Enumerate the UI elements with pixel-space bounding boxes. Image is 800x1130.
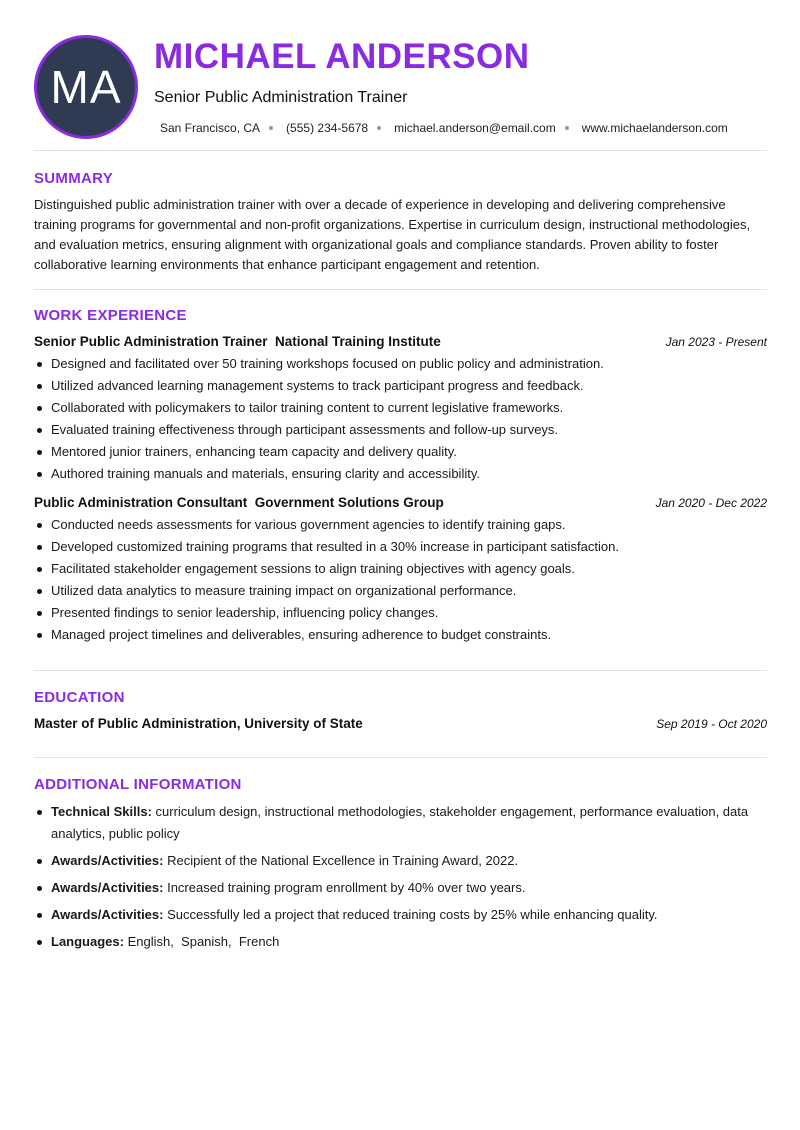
list-item	[51, 931, 767, 953]
list-item: Evaluated training effectiveness through participant assessments and follow-up surveys.	[51, 419, 767, 441]
section-heading-education: EDUCATION	[34, 689, 125, 706]
list-item	[51, 904, 767, 926]
job-date: Jan 2020 - Dec 2022	[655, 496, 767, 510]
separator-dot-icon	[377, 126, 381, 130]
education-section	[34, 671, 767, 731]
list-item: Utilized advanced learning management systems to track participant progress and feedback.	[51, 375, 767, 397]
list-item: Facilitated stakeholder engagement sessions to align training objectives with agency goals.	[51, 558, 767, 580]
job-entry	[34, 334, 767, 485]
contact-email[interactable]: michael.anderson@email.com	[394, 121, 556, 135]
candidate-title: Senior Public Administration Trainer	[154, 89, 408, 106]
job-role: Public Administration Consultant Government Solutions Group	[34, 495, 444, 510]
item-text: Successfully led a project that reduced training costs by 25% while enhancing quality.	[163, 907, 658, 922]
additional-section	[34, 758, 767, 953]
summary-text: Distinguished public administration trainer with over a decade of experience in developing and delivering comprehensive training programs for governmental and non-profit organizations. Expertise in curriculum design, instructional methodologies, and evaluation metrics, ensuring alignment with organizational goals and compliance standards. Proven ability to foster collaborative learning environments that enhance participant engagement and retention.	[34, 197, 751, 272]
list-item: Mentored junior trainers, enhancing team capacity and delivery quality.	[51, 441, 767, 463]
item-label: Awards/Activities:	[51, 853, 164, 868]
item-label: Languages:	[51, 934, 124, 949]
additional-list	[34, 801, 767, 953]
list-item: Designed and facilitated over 50 training workshops focused on public policy and administration.	[51, 353, 767, 375]
avatar	[34, 35, 138, 139]
item-text: Increased training program enrollment by 40% over two years.	[163, 880, 526, 895]
item-label: Awards/Activities:	[51, 880, 164, 895]
item-label: Awards/Activities:	[51, 907, 164, 922]
item-label: Technical Skills:	[51, 804, 152, 819]
list-item	[51, 850, 767, 872]
section-heading-additional: ADDITIONAL INFORMATION	[34, 776, 242, 793]
job-entry	[34, 495, 767, 646]
contact-phone: (555) 234-5678	[286, 121, 369, 135]
separator-dot-icon	[565, 126, 569, 130]
list-item: Presented findings to senior leadership, influencing policy changes.	[51, 602, 767, 624]
candidate-name: MICHAEL ANDERSON	[154, 37, 530, 76]
contact-website[interactable]: www.michaelanderson.com	[581, 121, 728, 135]
list-item	[51, 877, 767, 899]
section-heading-experience: WORK EXPERIENCE	[34, 307, 187, 324]
list-item: Authored training manuals and materials, ensuring clarity and accessibility.	[51, 463, 767, 485]
list-item: Developed customized training programs that resulted in a 30% increase in participant satisfaction.	[51, 536, 767, 558]
list-item: Conducted needs assessments for various government agencies to identify training gaps.	[51, 514, 767, 536]
contact-location: San Francisco, CA	[160, 121, 261, 135]
job-bullets	[34, 514, 767, 646]
summary-section	[34, 151, 767, 275]
contact-info	[160, 121, 728, 135]
item-text: English, Spanish, French	[123, 934, 280, 949]
section-heading-summary: SUMMARY	[34, 170, 114, 187]
avatar-initials: MA	[50, 61, 122, 113]
job-date: Jan 2023 - Present	[665, 335, 767, 349]
separator-dot-icon	[269, 126, 273, 130]
list-item	[51, 801, 767, 845]
education-date: Sep 2019 - Oct 2020	[656, 717, 767, 731]
education-degree: Master of Public Administration, University of State	[34, 716, 363, 731]
experience-section	[34, 290, 767, 646]
list-item: Managed project timelines and deliverables, ensuring adherence to budget constraints.	[51, 624, 767, 646]
job-role: Senior Public Administration Trainer National Training Institute	[34, 334, 441, 349]
job-bullets	[34, 353, 767, 485]
list-item: Utilized data analytics to measure training impact on organizational performance.	[51, 580, 767, 602]
item-text: curriculum design, instructional methodologies, stakeholder engagement, performance evaluation, data analytics, public policy	[51, 804, 749, 841]
list-item: Collaborated with policymakers to tailor training content to current legislative frameworks.	[51, 397, 767, 419]
resume-header	[34, 0, 767, 150]
item-text: Recipient of the National Excellence in Training Award, 2022.	[163, 853, 519, 868]
